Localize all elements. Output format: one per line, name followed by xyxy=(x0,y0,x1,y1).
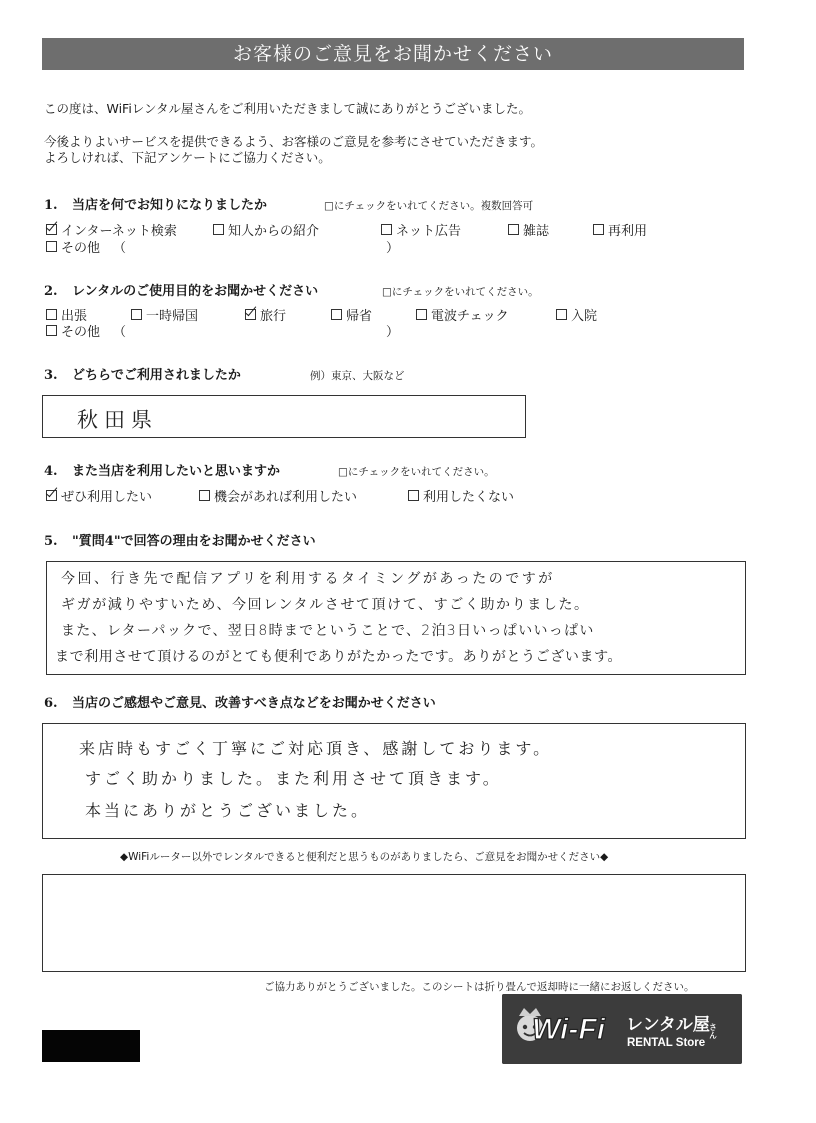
q4-option-label: 利用したくない xyxy=(423,490,515,505)
q5-answer-line-1: 今回、行き先で配信アプリを利用するタイミングがあったのですが xyxy=(61,571,555,587)
q2-option-signal-check[interactable] xyxy=(416,308,509,326)
q2-option-label: 一時帰国 xyxy=(146,309,199,324)
q1-option-label: その他 xyxy=(61,241,101,256)
q1-option-label: インターネット検索 xyxy=(61,224,177,239)
q1-option-magazine[interactable] xyxy=(508,223,549,241)
q1-checkbox-magazine[interactable] xyxy=(508,224,519,235)
page-title: お客様のご意見をお聞かせください xyxy=(42,38,744,70)
q6-answer-line-1: 来店時もすごく丁寧にご対応頂き、感謝しております。 xyxy=(79,739,553,758)
q2-number: 2. xyxy=(44,284,58,299)
footer-thanks: ご協力ありがとうございました。このシートは折り畳んで返却時に一緒にお返しください。 xyxy=(264,981,695,993)
intro-line-3: よろしければ、下記アンケートにご協力ください。 xyxy=(44,150,331,165)
q4-heading xyxy=(44,463,280,481)
brand-logo-graphic xyxy=(502,994,742,1064)
q2-other-paren-open: （ xyxy=(113,325,127,340)
q2-option-label: 入院 xyxy=(571,309,598,324)
q4-option-if-chance[interactable] xyxy=(199,489,357,507)
q1-option-net-ad[interactable] xyxy=(381,223,461,241)
q4-checkbox-definitely[interactable] xyxy=(46,490,57,501)
q1-option-internet-search[interactable] xyxy=(46,223,177,241)
q1-note: □にチェックをいれてください。複数回答可 xyxy=(324,200,534,212)
q1-other-paren-close: ） xyxy=(386,241,400,256)
q4-note: □にチェックをいれてください。 xyxy=(338,466,495,478)
q3-title: どちらでご利用されましたか xyxy=(72,368,241,383)
q2-option-homecoming[interactable] xyxy=(331,308,372,326)
q1-option-label: 再利用 xyxy=(608,224,648,239)
q6-title: 当店のご感想やご意見、改善すべき点などをお聞かせください xyxy=(72,696,436,711)
q1-checkbox-internet-search[interactable] xyxy=(46,224,57,235)
q3-number: 3. xyxy=(44,368,58,383)
q5-number: 5. xyxy=(44,534,58,549)
q1-checkbox-referral[interactable] xyxy=(213,224,224,235)
q5-answer-line-3: また、レターパックで、翌日8時までということで、2泊3日いっぱいいっぱい xyxy=(61,623,595,639)
logo-main-text: Wi-Fi xyxy=(532,1013,606,1046)
intro-line-2: 今後よりよいサービスを提供できるよう、お客様のご意見を参考にさせていただきます。 xyxy=(44,134,544,149)
q4-checkbox-no[interactable] xyxy=(408,490,419,501)
q5-answer-line-4: まで利用させて頂けるのがとても便利でありがたかったです。ありがとうございます。 xyxy=(55,649,623,665)
q2-checkbox-hospital[interactable] xyxy=(556,309,567,320)
q5-heading xyxy=(44,533,316,551)
q2-checkbox-temporary-return[interactable] xyxy=(131,309,142,320)
q2-option-label: 電波チェック xyxy=(431,309,509,324)
q4-number: 4. xyxy=(44,464,58,479)
q2-option-label: その他 xyxy=(61,325,101,340)
q1-title: 当店を何でお知りになりましたか xyxy=(72,198,268,213)
extra-prompt: ◆WiFiルーター以外でレンタルできると便利だと思うものがありましたら、ご意見をお聞かせください◆ xyxy=(120,851,609,863)
q1-option-other[interactable] xyxy=(46,240,100,258)
q5-title: "質問4"で回答の理由をお聞かせください xyxy=(72,534,316,549)
q1-option-reuse[interactable] xyxy=(593,223,647,241)
q3-answer-box[interactable] xyxy=(42,395,526,438)
q1-checkbox-other[interactable] xyxy=(46,241,57,252)
intro-line-1: この度は、WiFiレンタル屋さんをご利用いただきまして誠にありがとうございました。 xyxy=(44,101,532,116)
q5-answer-box[interactable] xyxy=(46,561,746,675)
q1-option-referral[interactable] xyxy=(213,223,319,241)
q4-option-no[interactable] xyxy=(408,489,514,507)
q6-answer-box[interactable] xyxy=(42,723,746,839)
q2-heading xyxy=(44,283,318,301)
q1-option-label: 雑誌 xyxy=(523,224,550,239)
q1-heading xyxy=(44,197,267,215)
q4-checkbox-if-chance[interactable] xyxy=(199,490,210,501)
brand-logo xyxy=(502,994,742,1064)
q6-heading xyxy=(44,695,436,713)
q2-option-other[interactable] xyxy=(46,324,100,342)
q2-option-label: 帰省 xyxy=(346,309,373,324)
q1-option-label: ネット広告 xyxy=(396,224,462,239)
q4-option-label: 機会があれば利用したい xyxy=(214,490,358,505)
q3-note: 例）東京、大阪など xyxy=(310,370,405,382)
redacted-block xyxy=(42,1030,140,1062)
q4-option-definitely[interactable] xyxy=(46,489,152,507)
q2-option-hospital[interactable] xyxy=(556,308,597,326)
q2-option-temporary-return[interactable] xyxy=(131,308,198,326)
q2-option-label: 旅行 xyxy=(260,309,287,324)
q2-note: □にチェックをいれてください。 xyxy=(382,286,539,298)
q1-checkbox-net-ad[interactable] xyxy=(381,224,392,235)
q2-checkbox-travel[interactable] xyxy=(245,309,256,320)
q6-answer-line-3: 本当にありがとうございました。 xyxy=(85,801,371,820)
q6-answer-line-2: すごく助かりました。また利用させて頂きます。 xyxy=(85,769,502,788)
q1-checkbox-reuse[interactable] xyxy=(593,224,604,235)
q2-checkbox-business-trip[interactable] xyxy=(46,309,57,320)
logo-san-text: さん xyxy=(708,1023,718,1039)
q3-heading xyxy=(44,367,241,385)
q1-number: 1. xyxy=(44,198,58,213)
logo-jp-text: レンタル屋 xyxy=(626,1015,710,1035)
logo-sub-text: RENTAL Store xyxy=(627,1037,706,1049)
q5-answer-line-2: ギガが減りやすいため、今回レンタルさせて頂けて、すごく助かりました。 xyxy=(61,597,590,613)
q2-title: レンタルのご使用目的をお聞かせください xyxy=(72,284,319,299)
extra-answer-box[interactable] xyxy=(42,874,746,972)
q6-number: 6. xyxy=(44,696,58,711)
q2-other-paren-close: ） xyxy=(386,325,400,340)
q1-other-paren-open: （ xyxy=(113,241,127,256)
q1-option-label: 知人からの紹介 xyxy=(228,224,320,239)
q3-answer: 秋田県 xyxy=(77,408,158,432)
q4-title: また当店を利用したいと思いますか xyxy=(72,464,281,479)
q2-option-label: 出張 xyxy=(61,309,88,324)
q2-checkbox-other[interactable] xyxy=(46,325,57,336)
q2-checkbox-homecoming[interactable] xyxy=(331,309,342,320)
q2-checkbox-signal-check[interactable] xyxy=(416,309,427,320)
q4-option-label: ぜひ利用したい xyxy=(61,490,153,505)
q2-option-travel[interactable] xyxy=(245,308,286,326)
